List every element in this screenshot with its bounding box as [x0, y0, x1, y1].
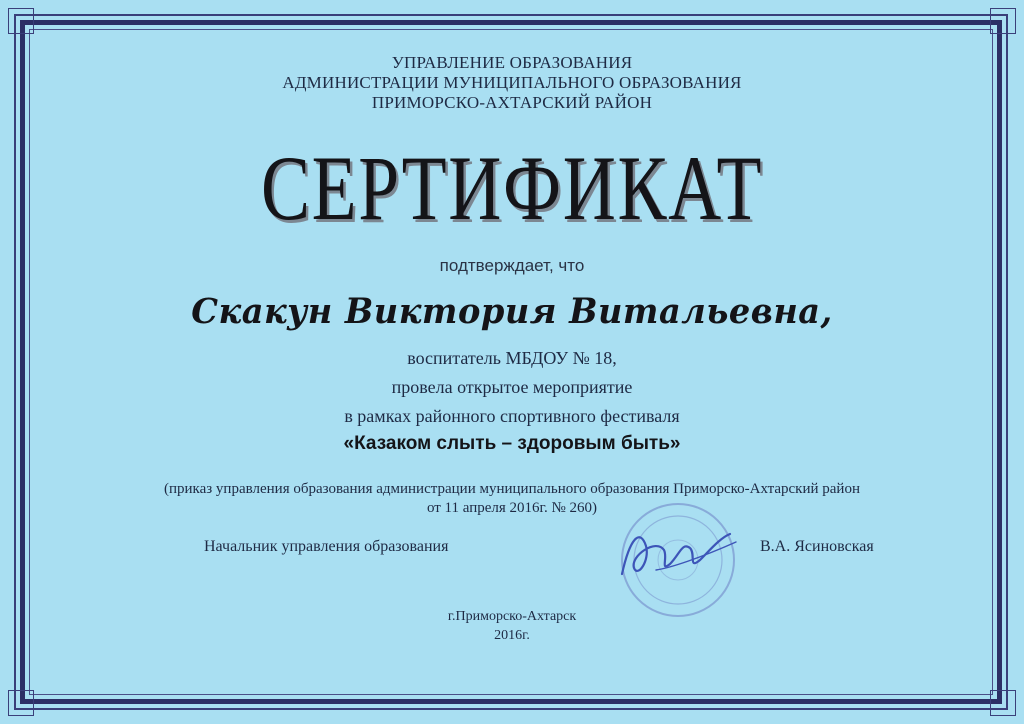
achievement-text: провела открытое мероприятие: [391, 377, 633, 397]
issuing-authority: [0, 53, 1024, 113]
frame-corner-top-right: [990, 8, 1016, 34]
authority-line-1: УПРАВЛЕНИЕ ОБРАЗОВАНИЯ: [391, 53, 633, 72]
issue-place-date: [0, 607, 1024, 645]
frame-corner-bottom-right: [990, 690, 1016, 716]
recipient-position: воспитатель МБДОУ № 18,: [407, 348, 617, 368]
issue-year: 2016г.: [494, 628, 530, 643]
frame-corner-bottom-left: [8, 690, 34, 716]
festival-context: в рамках районного спортивного фестиваля: [344, 406, 680, 426]
signatory-name: В.А. Ясиновская: [760, 538, 874, 555]
confirms-text: подтверждает, что: [439, 256, 585, 275]
recipient-name: Скакун Виктория Витальевна,: [191, 291, 833, 332]
order-reference: [0, 480, 1024, 518]
certificate-body: [0, 344, 1024, 431]
signatory-role: Начальник управления образования: [204, 538, 449, 555]
order-line-1: (приказ управления образования администрации муниципального образования Приморско-Ахтарский район: [163, 481, 860, 497]
authority-line-3: ПРИМОРСКО-АХТАРСКИЙ РАЙОН: [371, 93, 653, 112]
event-name: «Казаком слыть – здоровым быть»: [343, 433, 681, 454]
certificate-title: СЕРТИФИКАТ: [260, 137, 764, 239]
order-line-2: от 11 апреля 2016г. № 260): [426, 500, 598, 516]
authority-line-2: АДМИНИСТРАЦИИ МУНИЦИПАЛЬНОГО ОБРАЗОВАНИЯ: [282, 73, 742, 92]
issue-city: г.Приморско-Ахтарск: [447, 609, 577, 624]
frame-corner-top-left: [8, 8, 34, 34]
